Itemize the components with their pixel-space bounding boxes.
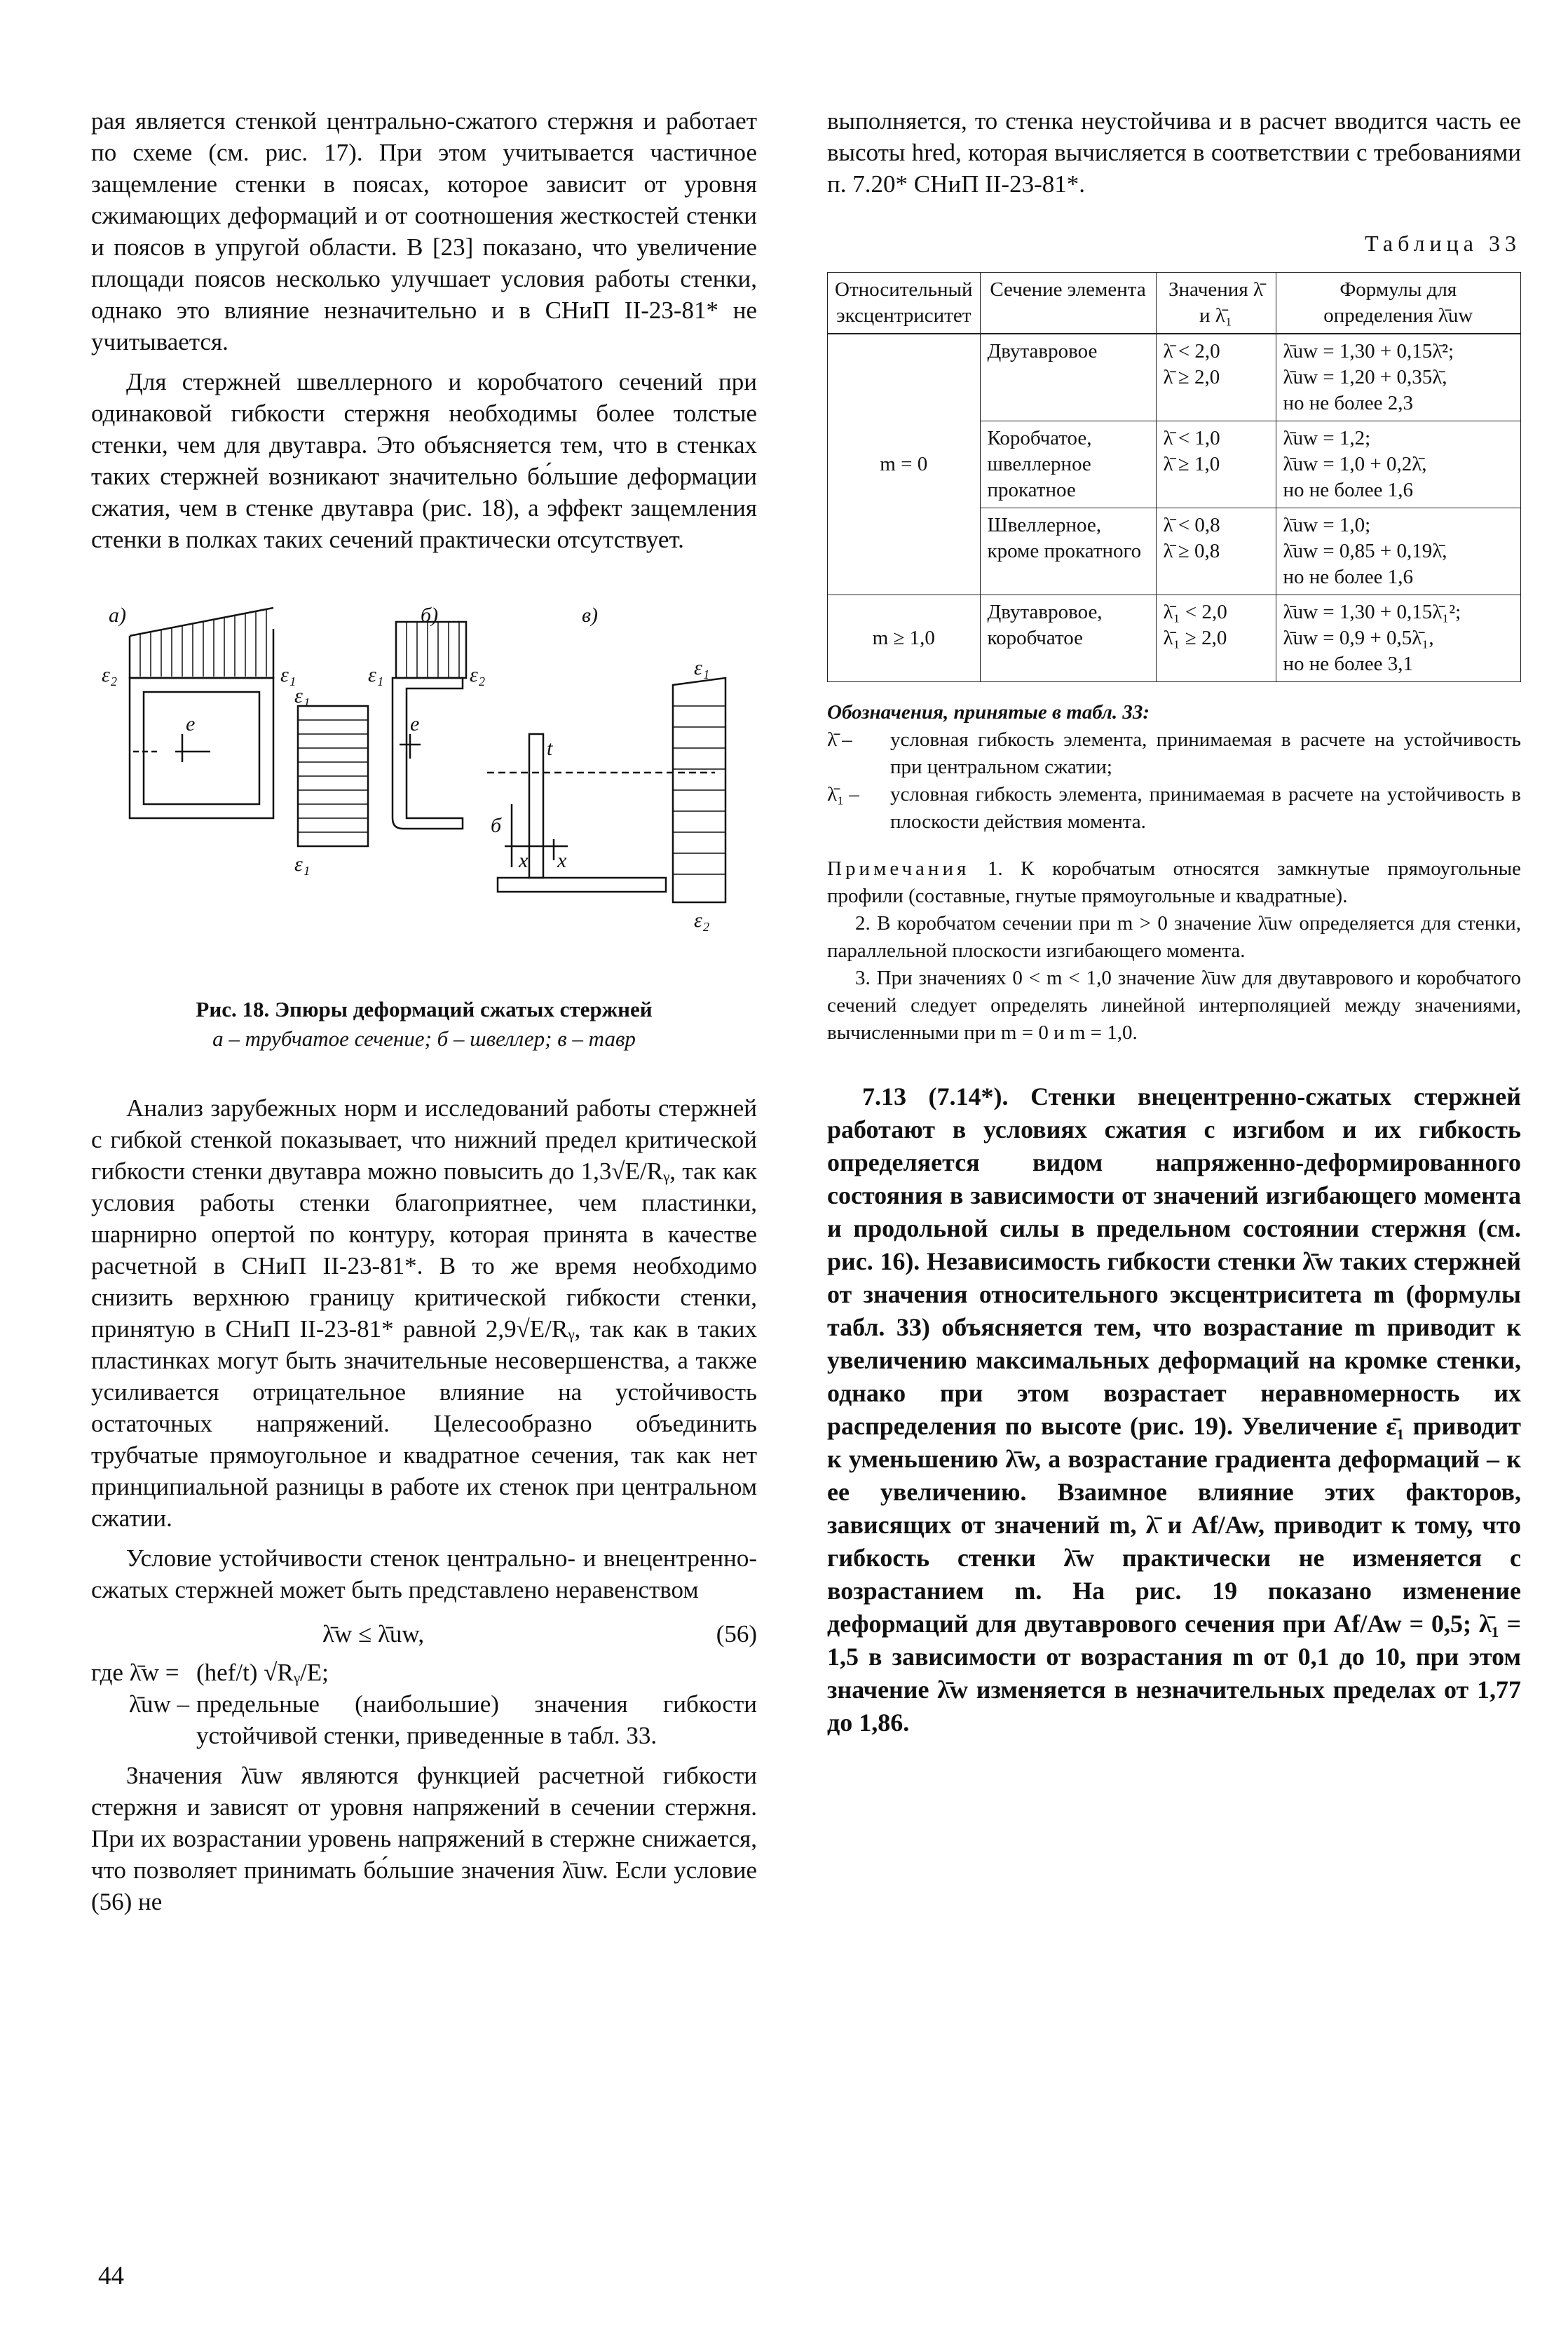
label-e: e [410, 712, 420, 735]
formula-2: λ̄uw = 1,20 + 0,35λ̄, [1283, 366, 1447, 388]
formula-3: но не более 2,3 [1283, 392, 1414, 414]
label-e1: ε₁ [280, 663, 296, 686]
remark: 2. В коробчатом сечении при m > 0 значение λ̄uw определяется для стенки, параллельной плоскости изгибающего момента. [827, 912, 1521, 962]
label-x: x [519, 849, 529, 872]
condition-1: λ̄₁ < 2,0 [1163, 601, 1227, 623]
condition-cell [1156, 595, 1276, 682]
formula-cell [1276, 421, 1520, 508]
where-label: где λ̄w = [91, 1659, 179, 1686]
paragraph: Анализ зарубежных норм и исследований работы стержней с гибкой стенкой показывает, что нижний предел критической гибкости стенки двутавра можно повысить до 1,3√E/Rᵧ, так как условия работы стенки благоприятнее, чем пластинки, шарнирно опертой по контуру, которая принята в качестве расчетной в СНиП II-23-81*. В то же время необходимо снизить верхнюю границу критической гибкости стенки, принятую в СНиП II-23-81* равной 2,9√E/Rᵧ, так как в таких пластинках могут быть значительные несовершенства, а также усиливается отрицательное влияние на устойчивость остаточных напряжений. Целесообразно объединить трубчатые прямоугольное и квадратное сечения, так как нет принципиальной разницы в работе их стенок при центральном сжатии. [91, 1094, 757, 1532]
section-cell: Швеллерное, кроме прокатного [980, 508, 1156, 595]
condition-2: λ̄ ≥ 2,0 [1163, 366, 1220, 388]
condition-cell [1156, 508, 1276, 595]
table-remarks [827, 855, 1521, 1047]
label-e: e [186, 712, 196, 735]
note-text: условная гибкость элемента, принимаемая в расчете на устойчивость в плоскости действия момента. [890, 783, 1521, 833]
caption-title: Рис. 18. Эпюры деформаций сжатых стержней [196, 997, 653, 1021]
note-text: условная гибкость элемента, принимаемая в расчете на устойчивость при центральном сжатии; [890, 728, 1521, 778]
remarks-title: Примечания [827, 857, 970, 880]
formula-2: λ̄uw = 0,9 + 0,5λ̄₁, [1283, 627, 1434, 649]
deformation-diagram [91, 594, 757, 986]
formula-2: λ̄uw = 1,0 + 0,2λ̄, [1283, 453, 1427, 475]
paragraph: Для стержней швеллерного и коробчатого сечений при одинаковой гибкости стержня необходимы более толстые стенки, чем для двутавра. Это объясняется тем, что в стенках таких стержней возникают значительно бо́льшие деформации сжатия, чем в стенке двутавра (рис. 18), а эффект защемления стенки в полках таких сечений практически отсутствует. [91, 368, 757, 553]
paragraph: выполняется, то стенка неустойчива и в расчет вводится часть ее высоты hred, которая вычисляется в соответствии с требованиями п. 7.20* СНиП II-23-81*. [827, 107, 1521, 198]
paragraph: рая является стенкой центрально-сжатого стержня и работает по схеме (см. рис. 17). При этом учитывается частичное защемление стенки в поясах, которое зависит от уровня сжимающих деформаций и от соотношения жесткостей стенки и поясов в упругой области. В [23] показано, что увеличение площади поясов несколько улучшает условия работы стенки, однако это влияние незначительно и в СНиП II-23-81* не учитывается. [91, 107, 757, 355]
condition-2: λ̄ ≥ 1,0 [1163, 453, 1220, 475]
table-header: Относительный эксцентриситет [828, 273, 981, 334]
condition-2: λ̄ ≥ 0,8 [1163, 540, 1220, 562]
formula-explanation [91, 1657, 757, 1751]
table-notes [827, 699, 1521, 836]
label-e1: ε₁ [694, 656, 710, 679]
section-7-13 [827, 1080, 1521, 1739]
condition-1: λ̄ < 0,8 [1163, 514, 1220, 536]
label-e2: ε₂ [470, 663, 486, 686]
formula-2: λ̄uw = 0,85 + 0,19λ̄, [1283, 540, 1447, 562]
label-e1: ε₁ [294, 684, 311, 707]
note-symbol: λ̄ – [827, 728, 852, 751]
condition-cell [1156, 334, 1276, 421]
note-item [827, 726, 1521, 781]
figure-18 [91, 594, 757, 986]
formula-1: λ̄uw = 1,0; [1283, 514, 1371, 536]
eccentricity-cell: m ≥ 1,0 [828, 595, 981, 682]
table-header: Сечение элемента [980, 273, 1156, 334]
label-t: t [547, 737, 553, 760]
section-cell: Коробчатое, швеллерное прокатное [980, 421, 1156, 508]
formula-1: λ̄uw = 1,2; [1283, 427, 1371, 449]
remark: 3. При значениях 0 < m < 1,0 значение λ̄uw для двутаврового и коробчатого сечений следует определять линейной интерполяцией между значениями, вычисленными при m = 0 и m = 1,0. [827, 967, 1521, 1044]
condition-1: λ̄ < 2,0 [1163, 340, 1220, 362]
section-cell: Двутавровое [980, 334, 1156, 421]
caption-subtitle: а – трубчатое сечение; б – швеллер; в – тавр [212, 1026, 636, 1051]
table-title: Таблица 33 [1365, 231, 1521, 256]
note-symbol: λ̄₁ – [827, 783, 859, 806]
label-v: в) [582, 604, 599, 627]
formula-cell [1276, 334, 1520, 421]
label-e2: ε₂ [102, 663, 118, 686]
table-row [828, 334, 1521, 421]
left-column [91, 105, 757, 1917]
section-cell: Двутавровое, коробчатое [980, 595, 1156, 682]
formula-3: но не более 1,6 [1283, 479, 1414, 501]
table-header: Значения λ̄ и λ̄₁ [1156, 273, 1276, 334]
note-item [827, 781, 1521, 836]
paragraph: 7.13 (7.14*). Стенки внецентренно-сжатых стержней работают в условиях сжатия с изгибом и их гибкость определяется видом напряженно-деформированного состояния в зависимости от значений изгибающего момента и продольной силы в предельном состоянии стержня (см. рис. 16). Независимость гибкости стенки λ̄w таких стержней от значения относительного эксцентриситета m (формулы табл. 33) объясняется тем, что возрастание m приводит к увеличению максимальных деформаций на кромке стенки, однако при этом возрастает неравномерность их распределения по высоте (рис. 19). Увеличение ε̄₁ приводит к уменьшению λ̄w, а возрастание градиента деформаций – к ее увеличению. Взаимное влияние этих факторов, зависящих от значений m, λ̄ и Af/Aw, приводит к тому, что гибкость стенки λ̄w практически не изменяется с возрастанием m. На рис. 19 показано изменение деформаций для двутаврового сечения при Af/Aw = 0,5; λ̄₁ = 1,5 в зависимости от возрастания m от 0,1 до 10, при этом значение λ̄w изменяется в незначительных пределах от 1,77 до 1,86. [827, 1082, 1522, 1737]
formula-56 [91, 1618, 757, 1650]
condition-2: λ̄₁ ≥ 2,0 [1163, 627, 1227, 649]
where-text: предельные (наибольшие) значения гибкости устойчивой стенки, приведенные в табл. 33. [196, 1690, 757, 1749]
notes-title: Обозначения, принятые в табл. 33: [827, 701, 1150, 724]
formula-number: (56) [716, 1620, 757, 1648]
label-e1: ε₁ [368, 663, 384, 686]
condition-1: λ̄ < 1,0 [1163, 427, 1220, 449]
label-e2: ε₂ [694, 909, 710, 932]
figure-caption [91, 995, 757, 1054]
label-b: б) [421, 604, 439, 627]
formula-cell [1276, 595, 1520, 682]
label-b-dim: б [491, 814, 502, 837]
channel-section [393, 678, 463, 829]
label-e1: ε₁ [294, 853, 311, 876]
formula-expr: λ̄w ≤ λ̄uw, [322, 1620, 425, 1648]
paragraph: Условие устойчивости стенок центрально- и внецентренно-сжатых стержней может быть представлено неравенством [91, 1544, 757, 1603]
table-header: Формулы для определения λ̄uw [1276, 273, 1520, 334]
page-number: 44 [98, 2262, 124, 2290]
eccentricity-cell: m = 0 [828, 334, 981, 595]
remark: 1. К коробчатым относятся замкнутые прямоугольные профили (составные, гнутые прямоугольные и квадратные). [827, 857, 1522, 907]
tube-outer [130, 678, 273, 818]
formula-3: но не более 3,1 [1283, 653, 1414, 675]
where-label: λ̄uw – [129, 1690, 189, 1718]
right-column [827, 105, 1521, 1739]
paragraph: Значения λ̄uw являются функцией расчетной гибкости стержня и зависят от уровня напряжений в сечении стержня. При их возрастании уровень напряжений в стержне снижается, что позволяет принимать бо́льшие значения λ̄uw. Если условие (56) не [91, 1762, 757, 1915]
formula-cell [1276, 508, 1520, 595]
where-text: (hef/t) √Rᵧ/E; [196, 1659, 329, 1686]
table-row [828, 595, 1521, 682]
label-x: x [557, 849, 567, 872]
label-a: а) [109, 604, 126, 627]
formula-1: λ̄uw = 1,30 + 0,15λ̄₁²; [1283, 601, 1461, 623]
condition-cell [1156, 421, 1276, 508]
formula-1: λ̄uw = 1,30 + 0,15λ̄²; [1283, 340, 1454, 362]
formula-3: но не более 1,6 [1283, 566, 1414, 588]
table-33 [827, 272, 1521, 682]
tube-inner [144, 692, 259, 804]
